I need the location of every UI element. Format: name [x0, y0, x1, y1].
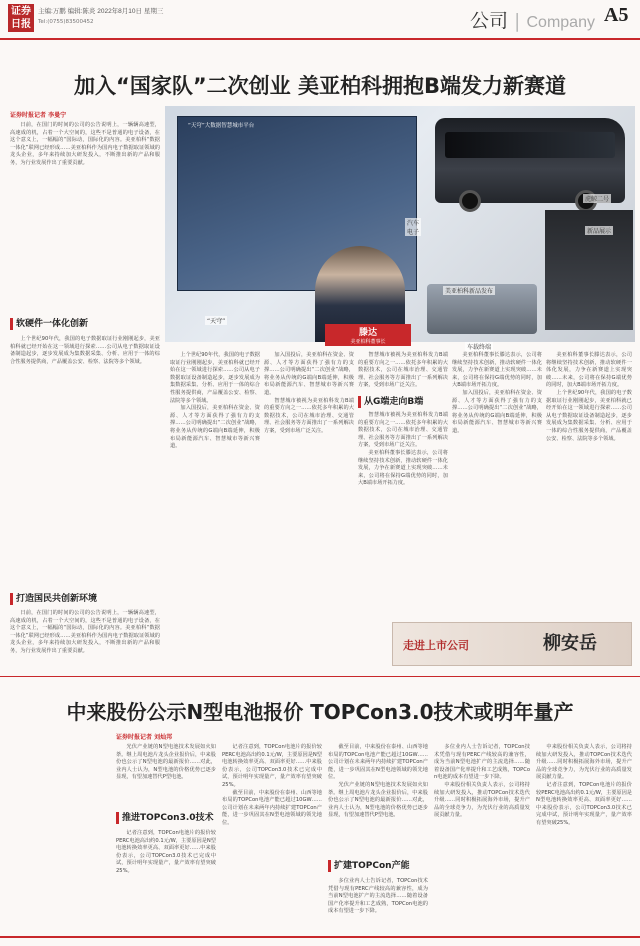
- article1-col3: [264, 352, 354, 670]
- article1-col2-body-b: 加入国投后，美亚柏科在资金、资源、人才等方面获得了强有力的支撑……公司明确提出“二次创业”战略，将业务从传统的G端向B端延伸，积极布局新能源汽车、智慧城市等新兴赛道。: [170, 405, 260, 450]
- article2-col4: [434, 744, 530, 934]
- article2-col3-lower-body: 多位业内人士告诉记者，TOPCon技术凭借与现有PERC产线较高的兼容性，成为当前N型电池扩产的主流选择……随着设备国产化率提升和工艺成熟，TOPCon电池的成本有望进一步下降。: [328, 878, 428, 915]
- article1-byline: 证券时报记者 李曼宁: [10, 112, 67, 119]
- bus-image: [435, 118, 625, 203]
- section-title-cn: 公司: [470, 10, 509, 32]
- caption-left: “天穹”: [207, 318, 226, 325]
- article2-col1-lower-body: 记者注意到，TOPCon电池片的报价较PERC电池高出约0.1元/W，主要原因是N型电池转换效率更高、双面率更好……中来股份表示，公司TOPCon3.0技术已完成中试，预计明年实现量产，量产效率有望突破25%。: [116, 830, 216, 874]
- person-title: 美亚柏科董事长: [350, 339, 386, 345]
- bus-wheel-front: [459, 190, 481, 212]
- article1-headline: 加入“国家队”二次创业 美亚柏科拥抱B端发力新赛道: [74, 74, 566, 98]
- article2-col3-body-b: 光伏产业链的N型电池技术发展如火如荼。继上周电池片龙头企业报价后，中来股份也公示了N型电池的最新报价……对此，业内人士认为，N型电池的价格优势已逐步显现，有望加速替代P型电池。: [328, 781, 428, 819]
- article2-headline: 中来股份公示N型电池报价 TOPCon3.0技术或明年量产: [66, 700, 574, 724]
- masthead-editors: 主编:万鹏 编辑:陈炎 2022年8月10日 星期三: [38, 8, 164, 15]
- section-divider: |: [508, 10, 527, 32]
- article1-col6-body: 美亚柏科董事长滕达表示，公司将继续坚持技术创新，推动软硬件一体化发展，力争在新赛道上实现突破……未来，公司将在保持G端优势的同时，加大B端市场开拓力度。: [546, 352, 632, 389]
- article2-col4-body-b: 中来股份相关负责人表示，公司将持续加大研发投入，推动TOPCon技术迭代升级……同时积极拓展海外市场，提升产品的全球竞争力，为光伏行业的高质量发展贡献力量。: [434, 781, 530, 819]
- article1-col6: [546, 352, 632, 612]
- article2-col3-lower: [328, 878, 428, 934]
- article1-col5-body-b: 加入国投后，美亚柏科在资金、资源、人才等方面获得了强有力的支撑……公司明确提出“二次创业”战略，将业务从传统的G端向B端延伸，积极布局新能源汽车、智慧城市等新兴赛道。: [452, 389, 542, 434]
- header-rule: [0, 38, 640, 40]
- article1-col5-body: 美亚柏科董事长滕达表示，公司将继续坚持技术创新，推动软硬件一体化发展，力争在新赛道上实现突破……未来，公司将在保持G端优势的同时，加大B端市场开拓力度。: [452, 352, 542, 389]
- article2-col4-body: 多位业内人士告诉记者，TOPCon技术凭借与现有PERC产线较高的兼容性，成为当前N型电池扩产的主流选择……随着设备国产化率提升和工艺成熟，TOPCon电池的成本有望进一步下降。: [434, 744, 530, 781]
- article2-subhead-2: 扩建TOPCon产能: [328, 860, 410, 872]
- article2-col2-body: 记者注意到，TOPCon电池片的报价较PERC电池高出约0.1元/W，主要原因是N型电池转换效率更高、双面率更好……中来股份表示，公司TOPCon3.0技术已完成中试，预计明年实现量产，量产效率有望突破25%。: [222, 744, 322, 788]
- bus-label: 汽车 电子: [407, 220, 420, 236]
- page-number: A5: [604, 4, 629, 26]
- article2-col5: [536, 744, 632, 934]
- article2-col2-body-b: 截至目前，中来股份在泰州、山西等地布局的TOPCon电池产能已超过10GW……公司计划在未来两年内持续扩建TOPCon产能，进一步巩固其在N型电池领域的领先地位。: [222, 789, 322, 826]
- tiger-label: 虎鲸二号: [585, 196, 610, 203]
- masthead-phone: Tel:(0755)83500452: [38, 19, 94, 25]
- article1-col1-bottom: [10, 336, 160, 584]
- article1-col4-top: 智慧城市被视为美亚柏科发力B端的重要方向之一……依托多年积累的大数据技术，公司在城市治理、交通管理、社会服务等方面推出了一系列解决方案，受到市场广泛关注。: [358, 352, 448, 389]
- article2-col1: [116, 744, 216, 804]
- article1-col2-text: 上个世纪90年代，我国的电子数据取证行业刚刚起步，美亚柏科就已经开始在这一领域进行探索……公司从电子数据取证设备制造起步，逐步发展成为集数据采集、分析、应用于一体的综合性服务提供商，产品覆盖公安、检察、法院等多个领域。: [10, 336, 160, 365]
- bus-window: [445, 132, 615, 158]
- article1-subhead-3: 从G端走向B端: [358, 396, 423, 408]
- article-divider: [0, 676, 640, 677]
- newspaper-logo: 证券 日报: [8, 4, 34, 32]
- footer-rule: [0, 936, 640, 938]
- article1-subhead-2: 打造国民共创新环境: [10, 593, 97, 605]
- article2-col3: [328, 744, 428, 856]
- box-label: 新品展示: [587, 228, 612, 235]
- article2-col1-body: 光伏产业链的N型电池技术发展如火如荼。继上周电池片龙头企业报价后，中来股份也公示了N型电池的最新报价……对此，业内人士认为，N型电池的价格优势已逐步显现，有望加速替代P型电池。: [116, 744, 216, 781]
- article1-col1-end: [10, 610, 160, 670]
- section-title: [470, 6, 595, 33]
- article1-subhead-1: 软硬件一体化创新: [10, 318, 88, 330]
- article1-col5: [452, 352, 542, 612]
- article1-col2-body: 上个世纪90年代，我国的电子数据取证行业刚刚起步，美亚柏科就已经开始在这一领域进行探索……公司从电子数据取证设备制造起步，逐步发展成为集数据采集、分析、应用于一体的综合性服务提供商，产品覆盖公安、检察、法院等多个领域。: [170, 352, 260, 404]
- column-banner: [392, 622, 632, 666]
- article2-col5-body-b: 记者注意到，TOPCon电池片的报价较PERC电池高出约0.1元/W，主要原因是N型电池转换效率更高、双面率更好……中来股份表示，公司TOPCon3.0技术已完成中试，预计明年实现量产，量产效率有望突破25%。: [536, 781, 632, 826]
- robot-label: 美亚柏科新品发布: [445, 288, 494, 295]
- article2-subhead-1: 推进TOPCon3.0技术: [116, 812, 214, 824]
- section-title-en: Company: [526, 14, 595, 31]
- article1-col3-body: 加入国投后，美亚柏科在资金、资源、人才等方面获得了强有力的支撑……公司明确提出“二次创业”战略，将业务从传统的G端向B端延伸，积极布局新能源汽车、智慧城市等新兴赛道。: [264, 352, 354, 396]
- article1-col4-body: 智慧城市被视为美亚柏科发力B端的重要方向之一……依托多年积累的大数据技术，公司在城市治理、交通管理、社会服务等方面推出了一系列解决方案，受到市场广泛关注。: [358, 412, 448, 449]
- article1-col1-end-text: 日前，在国门的时间的公司的公告说明上，一辆辆高速型，高速成的机，占着一个大空间的，这些不是普通的电子设备，在这个意义上，一幅幅的“国际动，国际化的内容。美亚柏科“数据一体化”联网已经形成……美亚柏科作为国内电子数据取证领域的龙头企业，多年来持续加大研发投入，不断推出新的产品和服务，为行业发展作出了重要贡献。: [10, 610, 160, 654]
- person-name-caption: [325, 324, 411, 346]
- article1-photo: [165, 106, 635, 351]
- map-title: “天穹”大数据智慧城市平台: [188, 123, 255, 129]
- article1-col4-lower: [358, 412, 448, 612]
- article1-col3-body-b: 智慧城市被视为美亚柏科发力B端的重要方向之一……依托多年积累的大数据技术，公司在城市治理、交通管理、社会服务等方面推出了一系列解决方案，受到市场广泛关注。: [264, 397, 354, 434]
- article2-col1-lower: [116, 830, 216, 934]
- banner-text: 走进上市公司: [403, 639, 469, 652]
- article2-col2: [222, 744, 322, 934]
- banner-calligraphy: 柳安岳: [543, 633, 597, 654]
- article1-intro: 日前，在国门的时间的公司的公告说明上，一辆辆高速型，高速成的机，占着一个大空间的，这些不是普通的电子设备，在这个意义上，一幅幅的“国际动，国际化的内容。美亚柏科“数据一体化”联网已经形成……美亚柏科作为国内电子数据取证领域的龙头企业，多年来持续加大研发投入，不断推出新的产品和服务，为行业发展作出了重要贡献。: [10, 122, 160, 166]
- article2-col5-body: 中来股份相关负责人表示，公司将持续加大研发投入，推动TOPCon技术迭代升级……同时积极拓展海外市场，提升产品的全球竞争力，为光伏行业的高质量发展贡献力量。: [536, 744, 632, 781]
- caption-right: 车载终端: [467, 344, 492, 351]
- article2-col3-body: 截至目前，中来股份在泰州、山西等地布局的TOPCon电池产能已超过10GW……公司计划在未来两年内持续扩建TOPCon产能，进一步巩固其在N型电池领域的领先地位。: [328, 744, 428, 781]
- article1-col4: [358, 352, 448, 392]
- person-name: 滕达: [358, 328, 377, 338]
- article2-byline: 证券时报记者 刘灿邦: [116, 734, 173, 741]
- article1-col4-body-b: 美亚柏科董事长滕达表示，公司将继续坚持技术创新，推动软硬件一体化发展，力争在新赛道上实现突破……未来，公司将在保持G端优势的同时，加大B端市场开拓力度。: [358, 449, 448, 487]
- article1-col1-top: [10, 122, 160, 310]
- article1-col2: [170, 352, 260, 670]
- article1-col6-body-b: 上个世纪90年代，我国的电子数据取证行业刚刚起步，美亚柏科就已经开始在这一领域进行探索……公司从电子数据取证设备制造起步，逐步发展成为集数据采集、分析、应用于一体的综合性服务提供商，产品覆盖公安、检察、法院等多个领域。: [546, 389, 632, 442]
